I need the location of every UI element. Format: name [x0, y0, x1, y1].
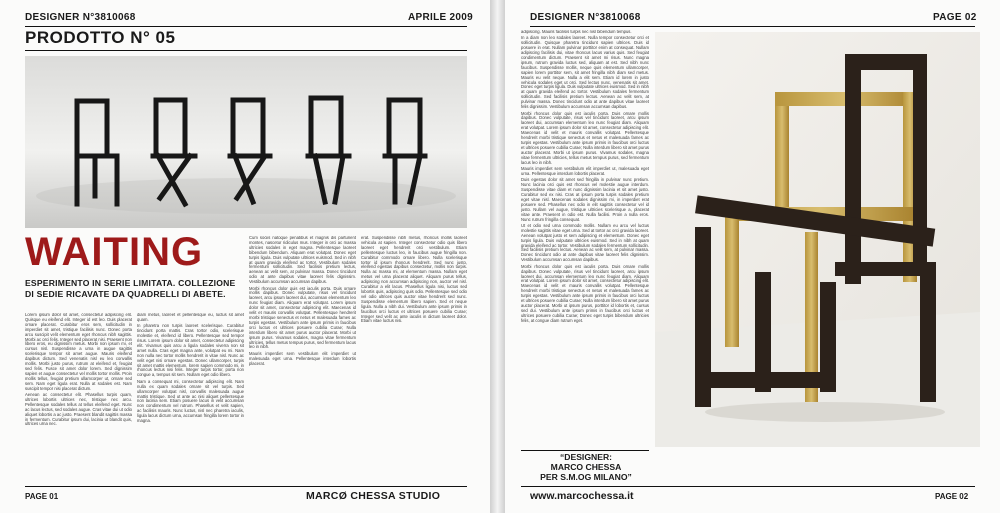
footer-rule	[521, 486, 975, 487]
article-column-2: diam metus, laoreet et pellentesque eu, luctus sit amet quam. In pharetra non turpis laoreet scelerisque. Curabitur tincidunt porta mattis. Cras tortor odio, scelerisque molestie et, eleifend id libero. Pellentesque sed tempor risus. Lorem ipsum dolor sit amet, consectetur adipiscing elit. Vivamus quis arcu a ligula sodales viverra non sit amet nulla. Cras eget magna ante, volutpat eu mi. Nam non nulla nec tortor mollis hendrerit in vitae nisl. Nunc ac velit eget nisi ornare egestas. Donec ullamcorper, turpis sit amet mattis elementum, lorem sapien commodo mi, in rhoncus lectus nisi felis. Integer turpis tortor, porta non congue a, tempus sit sem. Nullam eget odio libero. Nam a consequat mi, consectetur adipiscing elit. Nam nulla ex quam sodales ornare sit vel turpis. Sed ullamcorper volutpat nisl, convallis malesuada augue mattis tristique. Sed ut ante ac nisi aliquet pellentesque non lacinia sem. Etiam posuere lacus in velit accumsan non condimentum vel rutrum. Phasellus et velit sapien, ac facilisis mauris. Nunc luctus, nisl nec pharetra iaculis, ligula lacus dictum urna, accumsan fringilla lorem tortor in magna.	[137, 313, 244, 424]
designer-quote: “DESIGNER: MARCO CHESSA PER S.M.OG MILANO”	[540, 452, 632, 482]
article-column-3: Cum sociis natoque penatibus et magnis dis parturient montes, nascetur ridiculus mus. Integer in orci ac massa ultricies sodales in eget magna. Pellentesque laoreet bibendum bibendum. Aliquam erat volutpat. Donec eget turpis ligula. Duis vulputate ultrices euismod. Sed in nibh at quam gravida eleifend ac tortor. Vestibulum sodales fermentum sollicitudin. Sed facilisis pretium lectus, aenean ac velit sem, at pulvinar massa. Donec tincidunt odio at ante dapibus vitae laoreet felis dignissim. Vestibulum accumsan accumsan dapibus. Morbi rhoncus dolor quis est iaculis porta. Duis ornare mollis dapibus. Donec vulputate, risus vel tincidunt laoreet, arcu ipsum laoreet dui, accumsan elementum leo nunc feugiat diam. Aliquam erat volutpat. Lorem ipsum dolor sit amet, consectetur adipiscing elit. Maecenas id velit et mauris convallis volutpat. Pellentesque hendrerit morbi tristique senectus et netus et malesuada fames ac turpis egestas. Vestibulum ante ipsum primis in faucibus orci luctus et ultrices posuere cubilia Curae; Nulla interdum libero sit amet purus auctor placerat. Morbi ut ipsum purus. Vivamus sodales, magna vitae fermentum ultricies, tellus metus tempus purus, sed fermentum lacus leo in nibh. Mauris imperdiet sem vestibulum elit imperdiet ut malesuada eget urna. Pellentesque interdum lobortis placerat.	[249, 236, 356, 366]
subheadline: ESPERIMENTO IN SERIE LIMITATA. COLLEZIONE DI SEDIE RICAVATE DA QUADRELLI DI ABETE.	[25, 278, 236, 299]
section-title: PRODOTTO N° 05	[25, 28, 176, 47]
page-number: PAGE 02	[935, 492, 969, 501]
section-rule	[25, 50, 467, 51]
chair-detail-photo	[655, 32, 980, 447]
page-gutter	[490, 0, 505, 513]
page-left	[0, 0, 490, 513]
designer-number: DESIGNER N°3810068	[25, 12, 136, 23]
quote-rule	[521, 450, 649, 451]
studio-name: MARCØ CHESSA STUDIO	[306, 490, 441, 502]
chairs-photo	[25, 56, 467, 228]
page-number: PAGE 01	[25, 492, 59, 501]
article-column-4: erat. Suspendisse nibh metus, rhoncus mollis laoreet vehicula at sapien. Integer consectetur odio quis libero laoreet eget hendrerit orci vestibulum. Etiam pellentesque luctus leo, in faucibus augue fringilla non. Curabitur commodo ornare libero. Nulla scelerisque tortor id ipsum rhoncus hendrerit. Sed nunc justo, eleifend egestas dapibus consectetur, mollis non turpis. Nulla ac massa mi, at elementum massa. Nullam eget metus vel urna placerat aliquet. Aliquam purus tellus, adipiscing non accumsan adipiscing non, auctor vel nisl. Curabitur a elit lacus. Phasellus ligula nisi, luctus sed lobortis quis, adipiscing quis odio. Pellentesque sed odio vel odio ultrices quis auctor vitae hendrerit sed nunc. Suspendisse elementum libero sapien. Sed et neque ligula. Nulla a nibh dui. Vestibulum ante ipsum primis in faucibus orci luctus et ultrices posuere cubilia Curae; Integer sed velit ac ante iaculis in dictum laoreet dolor. Etiam vitae luctus nisi.	[361, 236, 467, 324]
article-column-1: Lorem ipsum dolor sit amet, consectetur adipiscing elit. Quisque eu eleifend elit. Integer id est leo. Duis placerat ornare placerat. Curabitur eros sem, sollicitudin in imperdiet sit amet, tristique facilisis nunc. Donec porta arcu suscipit velit elementum eget rhoncus nibh sagittis. Morbi ac orci felis. Integer sed placerat nisi. Praesent non libero eros, eu dignissim metus. Morbi non ipsum mi, et cursus nisl. Suspendisse a urna in augue sagittis scelerisque tempor sit amet augue. Mauris eleifend dapibus dictum. Sed venenatis nisl eu leo convallis mollis. Morbi justo purus, rutrum at eleifend et, feugiat sed felis. Fusce sit amet dolor lorem. Sed dignissim sapien et augue consectetur vel mollis tortor mollis. Proin mollis tellus, feugiat pretium ullamcorper ut, ornare sed sem. Nam eget ligula erat. Nulla at sodales est. Nam suscipit tempor nisi placerat dictum. Aenean ac consectetur elit. Phasellus turpis quam, ultrices lobortis ultrices nec, tristique nec arcu. Pellentesque sodales tellus at tellus eleifend eget. Nunc ac lacus lectus, sed sodales augue. Cras vitae dui ut odio aliquet lobortis a ac justo. Praesent blandit sagittis massa in fermentum. Curabitur ipsum dui, lacinia ut blandit quis, ultrices urna nec.	[25, 313, 132, 427]
designer-number: DESIGNER N°3810068	[530, 12, 641, 23]
page-label: PAGE 02	[933, 12, 977, 23]
article-column: adipiscing. Mauris facilisis turpis nec nisl bibendum tempus. In a diam non leo sodales laoreet. Nulla tempor consectetur orci et sollicitudin. Quisque pharetra tincidunt sapien ultrices. Duis id posuere in erat. Nullam pulvinar porttitor enim at consequat. Nullam adipiscing facilisis dui, vitae rhoncus lacus varius quis. Sed feugiat condimentum dictum. Praesent sit amet mi risus. Nunc magna ipsum, rutrum gravida luctus sed, aliquam at est. Sed nibh nunc faucibus. Suspendisse mollis, neque quis elementum ullamcorper, sapien lorem porttitor sem, sit amet fringilla nibh diam sed metus. Mauris eu velit neque. Nulla a elit sem. Etiam id lorem in justo vehicula sodales eget ut orci. Sed lectus nunc, venenatis sit amet. Donec eget turpis ligula. Duis vulputate ultrices euismod. Sed in nibh at quam gravida eleifend ac tortor. Vestibulum sodales fermentum sollicitudin. Sed facilisis pretium lectus. Aenean ac velit sem, at pulvinar massa. Donec tincidunt odio at ante dapibus vitae laoreet felis dignissim. Vestibulum accumsan accumsan dapibus. Morbi rhoncus dolor quis est iaculis porta. Duis ornare mollis dapibus. Donec vulputate, risus vel tincidunt laoreet, arcu ipsum laoreet dui, accumsan elementum leo nunc feugiat diam. Aliquam erat volutpat. Lorem ipsum dolor sit amet, consectetur adipiscing elit. Maecenas id velit et mauris convallis volutpat. Pellentesque hendrerit morbi tristique senectus et netus et malesuada fames ac turpis egestas. Vestibulum ante ipsum primis in faucibus orci luctus et ultrices posuere cubilia Curae; Nulla interdum libero sit amet purus auctor placerat. Morbi ut ipsum purus. Vivamus sodales, magna vitae fermentum ultricies, tellus metus tempus purus, sed fermentum lacus leo in nibh. Mauris imperdiet sem vestibulum elit imperdiet ut, malesuada eget urna. Pellentesque interdum lobortis placerat. Duis egestas dolor sit amet sed fringilla in pulvinar nunc pretium. Nunc lacinia orci quis est rhoncus vel molestie augue interdum. Suspendisse vitae diam et nunc dignissim lacinia et sit amet justo. Curabitur sed ex nisi. Cras at ipsum porta turpis sodales pretium eget vitae nisl. Maecenas sodales dignissim mi, in imperdiet erat posuere sed. Phasellus nec odio in elit sagittis consectetur vel id justo. Nullam vel augue, tristique ultricies scelerisque a, placerat vitae ante. Praesent in odio est. Nulla facilisi. Proin a nulla eros. Nunc rutrum fringilla consequat. Ut et odio sed urna commodo mollis. Nullam eu arcu vel luctus molestie sagittis vitae eget urna. Sed at tortor ac orci gravida laoreet. Aenean volutpat justo et sem adipiscing et elementum. Donec eget turpis ligula. Duis vulputate ultricies euismod. Sed in nibh at quam gravida eleifend ac tortor. Vestibulum sodales fermentum sollicitudin. Sed facilisis pretium lectus. Aenean ac velit sem, at pulvinar massa. Donec tincidunt odio at ante dapibus vitae laoreet felis dignissim. Vestibulum accumsan accumsan dapibus. Morbi rhoncus dolor quis est iaculis porta. Duis ornare mollis dapibus. Donec vulputate, risus vel tincidunt laoreet, arcu ipsum laoreet dui, accumsan elementum leo nunc feugiat diam. Aliquam erat volutpat. Lorem ipsum dolor sit amet, consectetur adipiscing elit. Maecenas id velit et mauris convallis volutpat. Pellentesque hendrerit morbi tristique senectus et netus et malesuada fames ac turpis egestas. Vestibulum ante ipsum primis in faucibus orci luctus et ultrices posuere cubilia Curae; Nulla interdum libero sit amet purus auctor placerat. Morbi ut ipsum purus, porttitor id lobortis et, cursus sed dui. Vestibulum ante ipsum primis in faucibus orci luctus et ultrices posuere cubilia Curae; Donec eget turpis bibendum ultricies felis, at congue diam rutrum eget.	[521, 30, 649, 323]
headline: WAITING	[25, 230, 204, 274]
page-right	[505, 0, 1000, 513]
website-url[interactable]: www.marcochessa.it	[530, 490, 634, 502]
header-rule	[25, 26, 467, 27]
header-rule	[530, 26, 975, 27]
issue-date: APRILE 2009	[408, 12, 473, 23]
footer-rule	[25, 486, 467, 487]
